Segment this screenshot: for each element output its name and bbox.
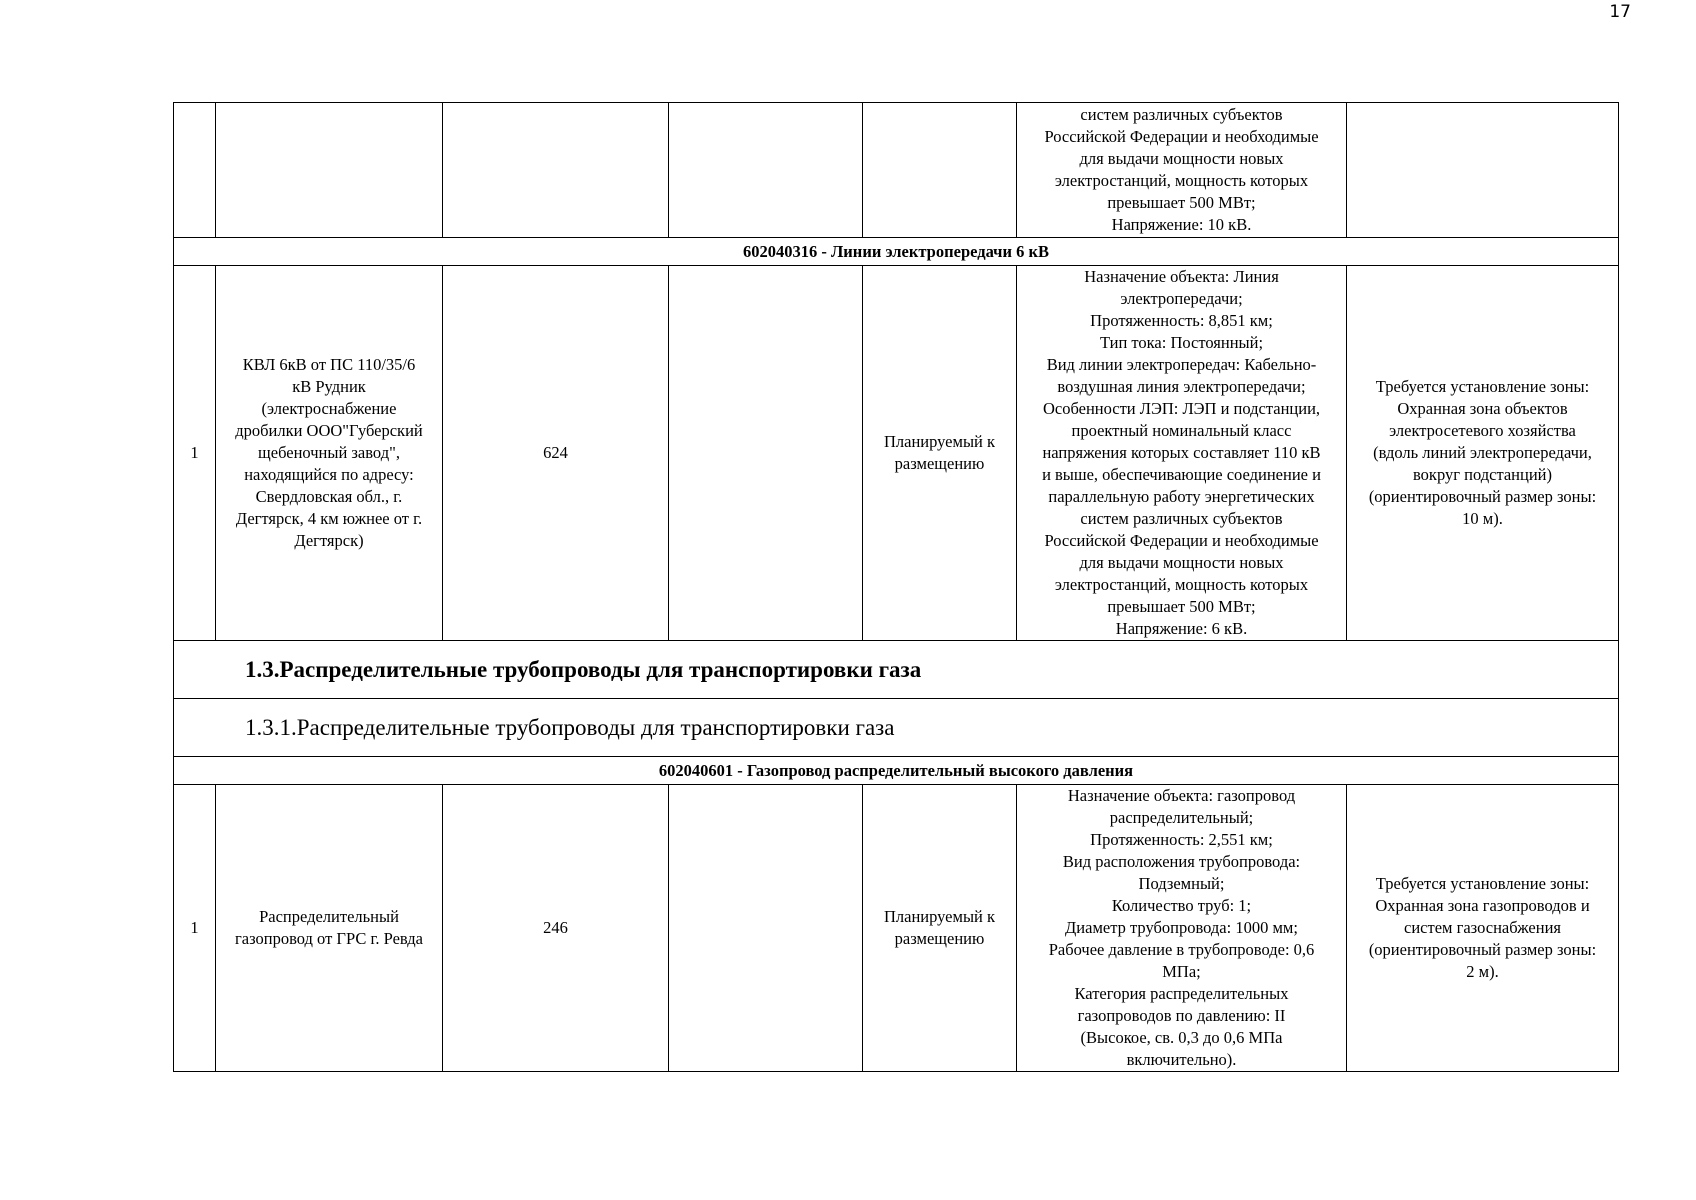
cell-num <box>174 103 216 238</box>
cell-zone: Требуется установление зоны: Охранная зона объектов электросетевого хозяйства (вдоль линий электропередачи, вокруг подстанций) (ориентировочный размер зоны: 10 м). <box>1347 266 1619 641</box>
cell-num: 1 <box>174 785 216 1072</box>
cell-zone <box>1347 103 1619 238</box>
cell-characteristics: Назначение объекта: газопровод распределительный; Протяженность: 2,551 км; Вид расположения трубопровода: Подземный; Количество труб: 1; Диаметр трубопровода: 1000 мм; Рабочее давление в трубопроводе: 0,6 МПа; Категория распределительных газопроводов по давлению: II (Высокое, св. 0,3 до 0,6 МПа включительно). <box>1017 785 1347 1072</box>
cell-num: 1 <box>174 266 216 641</box>
cell-name <box>216 103 443 238</box>
category-label: 602040316 - Линии электропередачи 6 кВ <box>174 238 1619 266</box>
table-row-object <box>174 266 1619 641</box>
table-row-object <box>174 785 1619 1072</box>
cell-empty <box>669 785 863 1072</box>
cell-status <box>863 103 1017 238</box>
cell-name: Распределительный газопровод от ГРС г. Ревда <box>216 785 443 1072</box>
cell-characteristics: Назначение объекта: Линия электропередачи; Протяженность: 8,851 км; Тип тока: Постоянный; Вид линии электропередач: Кабельно- воздушная линия электропередачи; Особенности ЛЭП: ЛЭП и подстанции, проектный номинальный класс напряжения которых составляет 110 кВ и выше, обеспечивающие соединение и параллельную работу энергетических систем различных субъектов Российской Федерации и необходимые для выдачи мощности новых электростанций, мощность которых превышает 500 МВт; Напряжение: 6 кВ. <box>1017 266 1347 641</box>
page-number: 17 <box>1609 2 1631 22</box>
cell-zone: Требуется установление зоны: Охранная зона газопроводов и систем газоснабжения (ориентировочный размер зоны: 2 м). <box>1347 785 1619 1072</box>
table-row-continuation <box>174 103 1619 238</box>
cell-code <box>443 103 669 238</box>
cell-empty <box>669 266 863 641</box>
category-row <box>174 757 1619 785</box>
cell-empty <box>669 103 863 238</box>
subsection-heading-row <box>174 699 1619 757</box>
category-label: 602040601 - Газопровод распределительный высокого давления <box>174 757 1619 785</box>
subsection-heading: 1.3.1.Распределительные трубопроводы для транспортировки газа <box>174 699 1619 757</box>
cell-code: 246 <box>443 785 669 1072</box>
cell-name: КВЛ 6кВ от ПС 110/35/6 кВ Рудник (электроснабжение дробилки ООО"Губерский щебеночный завод", находящийся по адресу: Свердловская обл., г. Дегтярск, 4 км южнее от г. Дегтярск) <box>216 266 443 641</box>
cell-status: Планируемый к размещению <box>863 266 1017 641</box>
section-heading: 1.3.Распределительные трубопроводы для транспортировки газа <box>174 641 1619 699</box>
cell-status: Планируемый к размещению <box>863 785 1017 1072</box>
section-heading-row <box>174 641 1619 699</box>
cell-characteristics: систем различных субъектов Российской Федерации и необходимые для выдачи мощности новых электростанций, мощность которых превышает 500 МВт; Напряжение: 10 кВ. <box>1017 103 1347 238</box>
category-row <box>174 238 1619 266</box>
cell-code: 624 <box>443 266 669 641</box>
objects-table <box>173 102 1619 1072</box>
